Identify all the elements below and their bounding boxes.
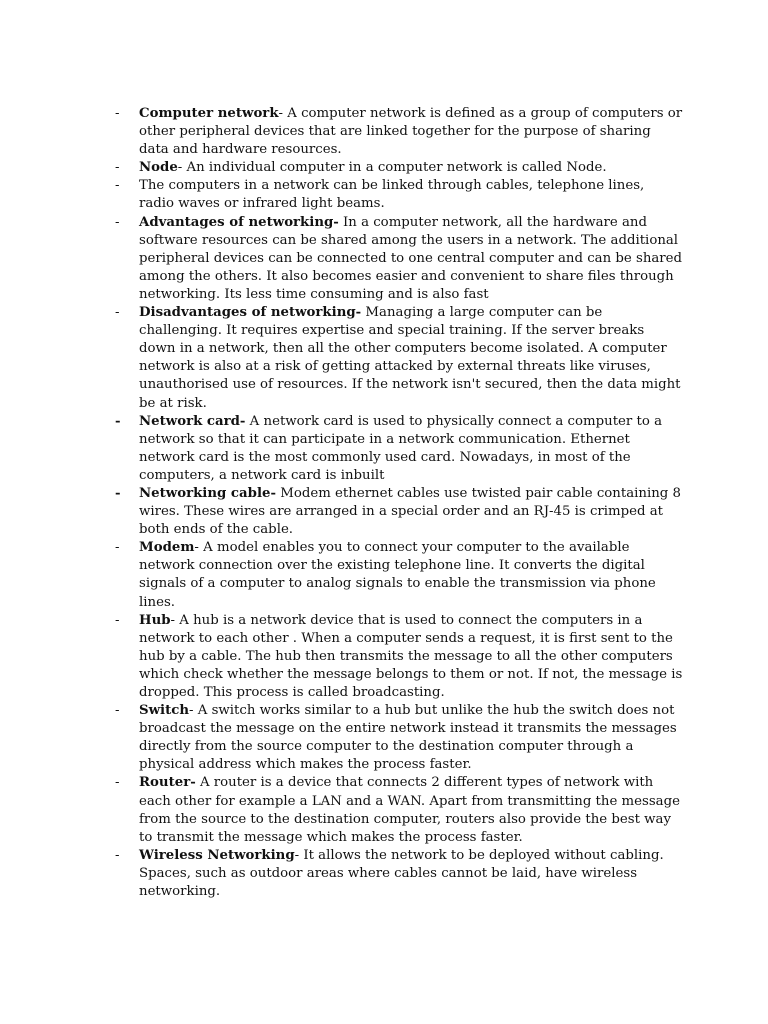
bullet-dash: - (115, 160, 120, 176)
list-item (113, 105, 683, 159)
term-disadvantages: Disadvantages of networking- (139, 305, 362, 321)
term-computer-network: Computer network (139, 106, 279, 121)
item-text: The computers in a network can be linked through cables, telephone lines, radio waves or infrared light beams. (139, 178, 645, 212)
bullet-dash: - (115, 703, 120, 719)
bullet-dash: - (115, 413, 121, 429)
list-item (113, 702, 683, 774)
list-item (113, 159, 683, 177)
item-text: - A model enables you to connect your computer to the available network connection over the existing telephone line. It converts the digital signals of a computer to analog signals to enable the transmission via phone lines. (139, 540, 656, 610)
bullet-dash: - (115, 214, 120, 230)
bullet-dash: - (115, 612, 120, 628)
item-text: A network card is used to physically connect a computer to a network so that it can participate in a network communication. Ethernet network card is the most commonly used card. Nowadays, in most of the computers, a network card is inbuilt (139, 413, 662, 483)
item-text: Managing a large computer can be challenging. It requires expertise and special training. If the server breaks down in a network, then all the other computers become isolated. A computer network is also at a risk of getting attacked by external threats like viruses, unauthorised use of resources. If the network isn't secured, then the data might be at risk. (139, 305, 681, 411)
list-item (113, 214, 683, 304)
list-item (113, 847, 683, 901)
term-hub: Hub (139, 612, 171, 628)
term-router: Router- (139, 775, 196, 791)
term-advantages: Advantages of networking- (139, 214, 339, 230)
list-item (113, 774, 683, 846)
term-network-card: Network card- (139, 413, 246, 429)
term-node: Node (139, 160, 178, 176)
list-item (113, 539, 683, 611)
item-text: - It allows the network to be deployed without cabling. Spaces, such as outdoor areas where cables cannot be laid, have wireless networking. (139, 847, 664, 900)
bullet-dash: - (115, 775, 120, 791)
item-text: A router is a device that connects 2 different types of network with each other for example a LAN and a WAN. Apart from transmitting the message from the source to the destination computer, routers also provide the best way to transmit the message which makes the process faster. (139, 775, 680, 845)
term-wireless-networking: Wireless Networking (139, 847, 295, 863)
bullet-dash: - (115, 847, 120, 863)
item-text: - A hub is a network device that is used to connect the computers in a network to each other . When a computer sends a request, it is first sent to the hub by a cable. The hub then transmits the message to all the other computers which check whether the message belongs to them or not. If not, the message is dropped. This process is called broadcasting. (139, 612, 683, 700)
item-text: - An individual computer in a computer network is called Node. (177, 160, 607, 176)
bullet-list (113, 105, 683, 901)
item-text: In a computer network, all the hardware and software resources can be shared among the users in a network. The additional peripheral devices can be connected to one central computer and can be shared among the others. It also becomes easier and convenient to share files through networking. Its less time consuming and is also fast (139, 214, 683, 302)
bullet-dash: - (115, 540, 120, 556)
term-modem: Modem (139, 540, 195, 556)
bullet-dash: - (115, 485, 121, 501)
list-item (113, 177, 683, 213)
bullet-dash: - (115, 305, 120, 321)
term-networking-cable: Networking cable- (139, 485, 276, 501)
item-text: - A computer network is defined as a group of computers or other peripheral devices that are linked together for the purpose of sharing data and hardware resources. (139, 106, 683, 158)
list-item (113, 413, 683, 485)
bullet-dash: - (115, 106, 120, 121)
item-text: Modem ethernet cables use twisted pair cable containing 8 wires. These wires are arranged in a special order and an RJ-45 is crimped at both ends of the cable. (139, 485, 681, 538)
list-item (113, 612, 683, 702)
list-item (113, 485, 683, 539)
list-item (113, 304, 683, 413)
term-switch: Switch (139, 703, 190, 719)
item-text: - A switch works similar to a hub but unlike the hub the switch does not broadcast the message on the entire network instead it transmits the messages directly from the source computer to the destination computer through a physical address which makes the process faster. (139, 703, 677, 773)
bullet-dash: - (115, 178, 120, 194)
